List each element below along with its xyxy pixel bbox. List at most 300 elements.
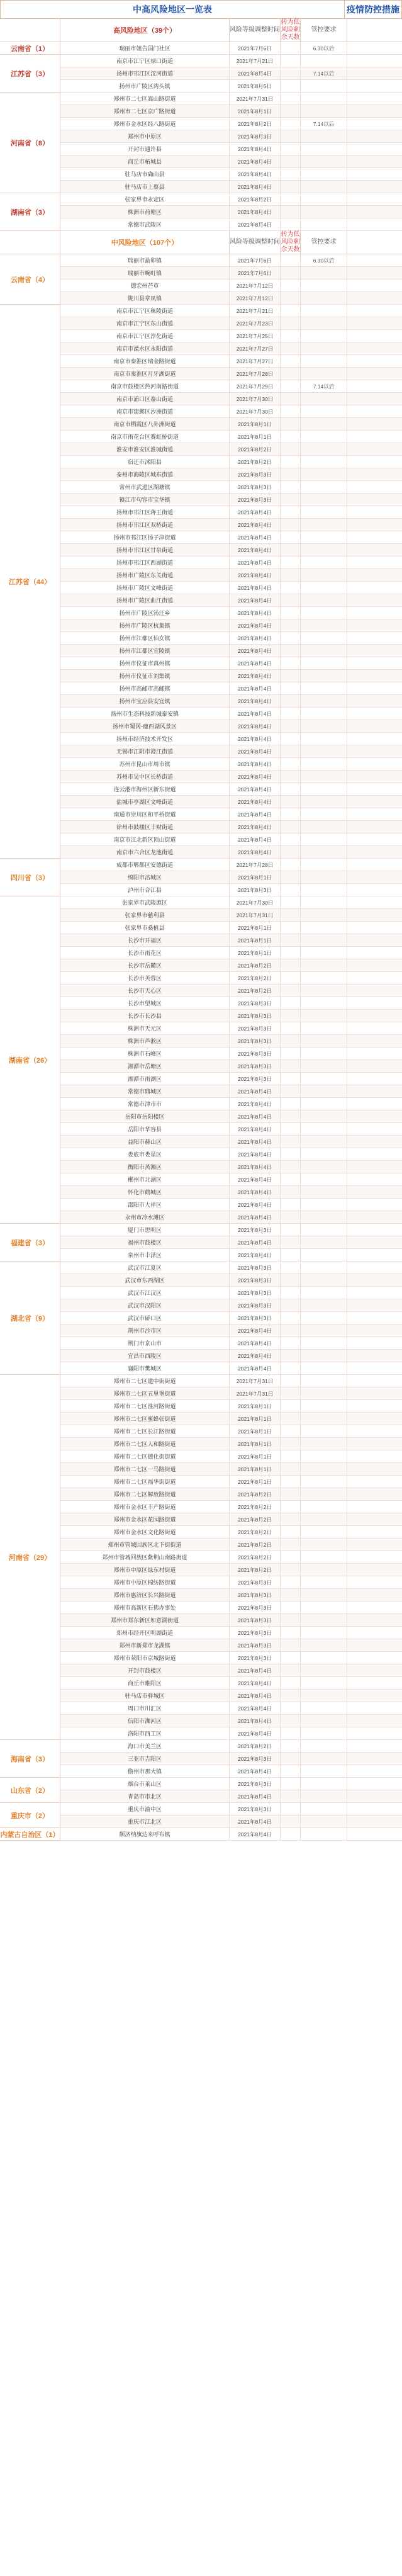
area-name: 烟台市莱山区 — [60, 1778, 230, 1790]
remaining-days — [281, 481, 301, 493]
adjust-date: 2021年8月3日 — [230, 1035, 281, 1047]
remaining-days — [281, 720, 301, 732]
area-name: 扬州市江都区宜陵镇 — [60, 645, 230, 657]
control-measures — [301, 1060, 347, 1072]
area-name: 张家界市永定区 — [60, 193, 230, 205]
area-name: 驻马店市驿城区 — [60, 1690, 230, 1702]
control-measures — [301, 206, 347, 218]
area-name: 武汉市江汉区 — [60, 1287, 230, 1299]
area-name: 徐州市鼓楼区丰财街道 — [60, 821, 230, 833]
area-name: 泉州市丰泽区 — [60, 1249, 230, 1261]
area-name: 郑州市二七区建中街街道 — [60, 1375, 230, 1387]
area-name: 南京市建邺区沙洲街道 — [60, 405, 230, 417]
control-measures — [301, 1463, 347, 1475]
remaining-days — [281, 1098, 301, 1110]
adjust-date: 2021年8月4日 — [230, 155, 281, 167]
area-name: 儋州市那大镇 — [60, 1765, 230, 1777]
adjust-date: 2021年8月3日 — [230, 468, 281, 480]
province-column — [0, 1375, 60, 1740]
adjust-date: 2021年8月4日 — [230, 708, 281, 720]
remaining-days — [281, 708, 301, 720]
area-rows — [60, 859, 402, 896]
control-measures — [301, 443, 347, 455]
province-name: 云南省（1） — [0, 42, 60, 55]
remaining-days — [281, 418, 301, 430]
control-measures — [301, 556, 347, 568]
adjust-date: 2021年8月1日 — [230, 431, 281, 443]
adjust-date: 2021年8月1日 — [230, 105, 281, 117]
control-measures — [301, 544, 347, 556]
area-rows — [60, 254, 402, 305]
table-row — [60, 808, 402, 821]
area-name: 海口市美兰区 — [60, 1740, 230, 1752]
table-row — [60, 1488, 402, 1501]
control-measures — [301, 871, 347, 883]
area-name: 成都市郫都区安德街道 — [60, 859, 230, 871]
control-measures — [301, 1375, 347, 1387]
adjust-date: 2021年7月23日 — [230, 317, 281, 329]
adjust-date: 2021年8月4日 — [230, 1325, 281, 1336]
remaining-days — [281, 607, 301, 619]
table-row — [60, 342, 402, 355]
province-name: 福建省（3） — [0, 1224, 60, 1262]
control-measures — [301, 1325, 347, 1336]
adjust-date: 2021年7月28日 — [230, 368, 281, 380]
table-row — [60, 833, 402, 846]
control-measures — [301, 909, 347, 921]
control-measures — [301, 342, 347, 354]
area-name: 郑州市金水区丰产路街道 — [60, 1501, 230, 1513]
table-row — [60, 934, 402, 947]
table-row — [60, 1325, 402, 1337]
table-row — [60, 181, 402, 193]
remaining-days — [281, 569, 301, 581]
province-group — [0, 254, 402, 305]
adjust-date: 2021年8月3日 — [230, 1602, 281, 1613]
remaining-days — [281, 1387, 301, 1399]
remaining-days — [281, 682, 301, 694]
province-group — [0, 1262, 402, 1375]
remaining-days — [281, 1262, 301, 1274]
adjust-date: 2021年8月4日 — [230, 1727, 281, 1739]
area-name: 周口市川汇区 — [60, 1702, 230, 1714]
adjust-date: 2021年8月4日 — [230, 1236, 281, 1248]
province-column — [0, 193, 60, 231]
area-name: 宿迁市沭阳县 — [60, 456, 230, 468]
control-measures — [301, 1816, 347, 1827]
table-row — [60, 1816, 402, 1828]
area-name: 连云港市海州区新东街道 — [60, 783, 230, 795]
province-column — [0, 859, 60, 896]
table-row — [60, 1740, 402, 1753]
control-measures — [301, 1828, 347, 1840]
area-name: 郑州市经开区明湖街道 — [60, 1627, 230, 1639]
table-row — [60, 695, 402, 708]
area-name: 郑州市管城回族区紫荆山南路街道 — [60, 1551, 230, 1563]
remaining-days — [281, 1186, 301, 1198]
control-measures — [301, 1186, 347, 1198]
table-row — [60, 619, 402, 632]
province-name: 江苏省（3） — [0, 55, 60, 93]
province-column — [0, 93, 60, 193]
control-measures: 7.14以后 — [301, 380, 347, 392]
province-name: 云南省（4） — [0, 254, 60, 305]
table-row — [60, 745, 402, 758]
province-group — [0, 1803, 402, 1828]
control-measures — [301, 519, 347, 531]
remaining-days — [281, 645, 301, 657]
control-measures — [301, 1664, 347, 1676]
adjust-date: 2021年8月2日 — [230, 1551, 281, 1563]
control-measures — [301, 1614, 347, 1626]
area-name: 商丘市睢阳区 — [60, 1677, 230, 1689]
province-column — [0, 305, 60, 859]
area-name: 无锡市江阴市澄江街道 — [60, 745, 230, 757]
adjust-date: 2021年8月3日 — [230, 1753, 281, 1765]
table-row — [60, 105, 402, 118]
remaining-days — [281, 821, 301, 833]
table-row — [60, 1627, 402, 1639]
table-row — [60, 494, 402, 506]
adjust-date: 2021年8月4日 — [230, 733, 281, 745]
area-name: 南京市雨花台区赛虹桥街道 — [60, 431, 230, 443]
remaining-days — [281, 1400, 301, 1412]
remaining-days — [281, 1022, 301, 1034]
control-measures — [301, 1387, 347, 1399]
remaining-days — [281, 1627, 301, 1639]
area-name: 常州市武进区湖塘镇 — [60, 481, 230, 493]
province-name: 河南省（8） — [0, 93, 60, 193]
remaining-days — [281, 582, 301, 594]
area-name: 郴州市北湖区 — [60, 1173, 230, 1185]
remaining-days — [281, 808, 301, 820]
control-measures — [301, 1173, 347, 1185]
area-name: 长沙市岳麓区 — [60, 959, 230, 971]
area-name: 三亚市吉阳区 — [60, 1753, 230, 1765]
table-row — [60, 1073, 402, 1085]
control-measures — [301, 582, 347, 594]
remaining-days — [281, 218, 301, 230]
area-rows — [60, 1803, 402, 1828]
control-measures — [301, 1790, 347, 1802]
control-measures — [301, 168, 347, 180]
adjust-date: 2021年8月4日 — [230, 1173, 281, 1185]
area-name: 长沙市雨花区 — [60, 947, 230, 959]
area-name: 武汉市硚口区 — [60, 1312, 230, 1324]
remaining-days — [281, 1526, 301, 1538]
area-name: 镇江市句容市宝华镇 — [60, 494, 230, 506]
area-name: 株洲市荷塘区 — [60, 206, 230, 218]
control-measures — [301, 292, 347, 304]
control-measures — [301, 1035, 347, 1047]
area-name: 益阳市赫山区 — [60, 1136, 230, 1148]
province-column — [0, 1803, 60, 1828]
area-name: 扬州市邗江区甘泉街道 — [60, 544, 230, 556]
table-row — [60, 267, 402, 280]
area-name: 德宏州芒市 — [60, 280, 230, 291]
adjust-date: 2021年8月4日 — [230, 1110, 281, 1122]
table-row — [60, 405, 402, 418]
remaining-days — [281, 846, 301, 858]
control-measures — [301, 143, 347, 155]
control-measures — [301, 1362, 347, 1374]
control-measures — [301, 1652, 347, 1664]
adjust-date: 2021年7月6日 — [230, 267, 281, 279]
area-name: 扬州市广陵区汤汪乡 — [60, 607, 230, 619]
province-column — [0, 55, 60, 93]
adjust-date: 2021年8月4日 — [230, 1715, 281, 1727]
control-measures — [301, 1274, 347, 1286]
high-risk-table — [0, 42, 402, 231]
area-name: 湘潭市雨湖区 — [60, 1073, 230, 1085]
adjust-date: 2021年8月1日 — [230, 922, 281, 934]
adjust-date: 2021年8月4日 — [230, 556, 281, 568]
adjust-date: 2021年8月2日 — [230, 1513, 281, 1525]
table-row — [60, 682, 402, 695]
adjust-date: 2021年8月4日 — [230, 1249, 281, 1261]
table-row — [60, 130, 402, 143]
adjust-date: 2021年8月4日 — [230, 1690, 281, 1702]
table-row — [60, 758, 402, 771]
adjust-date: 2021年8月4日 — [230, 594, 281, 606]
remaining-days — [281, 67, 301, 79]
area-name: 郑州市高新区石佛办事处 — [60, 1602, 230, 1613]
control-measures — [301, 1513, 347, 1525]
date-col-header: 风险等级调整时间 — [230, 231, 281, 254]
area-name: 郑州市荥阳市京城路街道 — [60, 1652, 230, 1664]
table-row — [60, 896, 402, 909]
control-measures — [301, 1287, 347, 1299]
table-row — [60, 1526, 402, 1539]
table-row — [60, 1262, 402, 1274]
remaining-days — [281, 1551, 301, 1563]
remaining-days — [281, 1513, 301, 1525]
adjust-date: 2021年8月4日 — [230, 582, 281, 594]
table-row — [60, 93, 402, 105]
remaining-days — [281, 1589, 301, 1601]
remaining-days — [281, 280, 301, 291]
adjust-date: 2021年8月2日 — [230, 1526, 281, 1538]
table-row — [60, 218, 402, 231]
remaining-days — [281, 1463, 301, 1475]
remaining-days — [281, 1778, 301, 1790]
remaining-days — [281, 1727, 301, 1739]
adjust-date: 2021年8月4日 — [230, 821, 281, 833]
province-group — [0, 305, 402, 859]
adjust-date: 2021年8月3日 — [230, 1022, 281, 1034]
table-row — [60, 468, 402, 481]
area-name: 扬州市宝应县安宜镇 — [60, 695, 230, 707]
control-measures — [301, 1299, 347, 1311]
area-name: 额济纳旗达来呼布镇 — [60, 1828, 230, 1840]
table-row — [60, 1022, 402, 1035]
remaining-days — [281, 368, 301, 380]
area-name: 瑞丽市姐告国门社区 — [60, 42, 230, 54]
province-group — [0, 55, 402, 93]
remaining-days — [281, 1073, 301, 1085]
adjust-date: 2021年8月3日 — [230, 1614, 281, 1626]
remaining-days — [281, 506, 301, 518]
adjust-date: 2021年8月4日 — [230, 1337, 281, 1349]
remaining-days — [281, 884, 301, 896]
control-measures — [301, 1765, 347, 1777]
area-name: 南京市鼓楼区热河南路街道 — [60, 380, 230, 392]
adjust-date: 2021年7月28日 — [230, 859, 281, 871]
table-row — [60, 1400, 402, 1413]
area-name: 衡阳市蒸湘区 — [60, 1161, 230, 1173]
table-row — [60, 355, 402, 368]
table-row — [60, 1085, 402, 1098]
area-name: 瑞丽市畹町镇 — [60, 267, 230, 279]
control-measures — [301, 1727, 347, 1739]
table-row — [60, 1803, 402, 1816]
area-name: 南京市江宁区东山街道 — [60, 317, 230, 329]
control-measures — [301, 1350, 347, 1362]
area-name: 青岛市市北区 — [60, 1790, 230, 1802]
control-measures — [301, 632, 347, 644]
high-risk-heading: 高风险地区（39个） — [60, 19, 230, 42]
adjust-date: 2021年8月4日 — [230, 808, 281, 820]
area-name: 扬州市仪征市真州镇 — [60, 657, 230, 669]
table-row — [60, 1098, 402, 1110]
control-measures — [301, 355, 347, 367]
control-measures — [301, 607, 347, 619]
table-row — [60, 330, 402, 342]
remaining-days — [281, 934, 301, 946]
area-name: 郑州市二七区淮河路街道 — [60, 1400, 230, 1412]
control-measures: 7.14以后 — [301, 118, 347, 130]
area-name: 郑州市金水区经八路街道 — [60, 118, 230, 130]
remaining-days — [281, 405, 301, 417]
table-row — [60, 708, 402, 720]
control-measures — [301, 1161, 347, 1173]
remaining-days — [281, 1488, 301, 1500]
adjust-date: 2021年8月1日 — [230, 1400, 281, 1412]
area-name: 常德市津市市 — [60, 1098, 230, 1110]
control-measures — [301, 105, 347, 117]
remaining-days — [281, 267, 301, 279]
adjust-date: 2021年8月4日 — [230, 1816, 281, 1827]
table-row — [60, 1123, 402, 1136]
remaining-days — [281, 997, 301, 1009]
control-measures: 6.30以后 — [301, 42, 347, 54]
remaining-days — [281, 1576, 301, 1588]
adjust-date: 2021年8月1日 — [230, 1425, 281, 1437]
remaining-days — [281, 1413, 301, 1425]
adjust-date: 2021年8月4日 — [230, 619, 281, 631]
control-measures — [301, 997, 347, 1009]
province-spacer — [0, 19, 60, 42]
remaining-days — [281, 1312, 301, 1324]
days-col-header: 转为低风险剩余天数 — [281, 19, 300, 41]
remaining-days — [281, 1060, 301, 1072]
table-row — [60, 1048, 402, 1060]
remaining-days — [281, 833, 301, 845]
measures-title: 疫情防控措施 — [345, 0, 402, 19]
remaining-days — [281, 632, 301, 644]
adjust-date: 2021年8月4日 — [230, 506, 281, 518]
remaining-days — [281, 922, 301, 934]
remaining-days — [281, 896, 301, 908]
area-name: 扬州市邗江区扬子津街道 — [60, 531, 230, 543]
adjust-date: 2021年8月4日 — [230, 1790, 281, 1802]
adjust-date: 2021年8月2日 — [230, 443, 281, 455]
area-name: 郑州市中原区绿东村街道 — [60, 1564, 230, 1576]
remaining-days — [281, 443, 301, 455]
adjust-date: 2021年8月4日 — [230, 695, 281, 707]
medium-risk-table — [0, 254, 402, 1841]
remaining-days — [281, 1715, 301, 1727]
table-row — [60, 733, 402, 745]
table-row — [60, 582, 402, 594]
table-row — [60, 1425, 402, 1438]
table-row — [60, 1463, 402, 1476]
remaining-days — [281, 972, 301, 984]
area-name: 南京市秦淮区月牙湖街道 — [60, 368, 230, 380]
area-name: 郑州市二七区长江路街道 — [60, 1425, 230, 1437]
control-measures — [301, 1576, 347, 1588]
area-name: 扬州市仪征市刘集镇 — [60, 670, 230, 682]
table-row — [60, 1778, 402, 1790]
area-name: 扬州市邗江区双桥街道 — [60, 519, 230, 531]
area-name: 扬州市经济技术开发区 — [60, 733, 230, 745]
remaining-days — [281, 1690, 301, 1702]
adjust-date: 2021年8月4日 — [230, 1136, 281, 1148]
table-row — [60, 632, 402, 645]
table-row — [60, 1564, 402, 1576]
table-row — [60, 1337, 402, 1350]
area-name: 张家界市武陵源区 — [60, 896, 230, 908]
adjust-date: 2021年8月2日 — [230, 456, 281, 468]
remaining-days — [281, 1362, 301, 1374]
area-name: 绵阳市涪城区 — [60, 871, 230, 883]
adjust-date: 2021年8月4日 — [230, 1098, 281, 1110]
remaining-days — [281, 494, 301, 506]
province-name: 重庆市（2） — [0, 1803, 60, 1828]
area-name: 襄阳市樊城区 — [60, 1362, 230, 1374]
remaining-days — [281, 1136, 301, 1148]
area-rows — [60, 1375, 402, 1740]
remaining-days — [281, 42, 301, 54]
remaining-days — [281, 1048, 301, 1059]
adjust-date: 2021年7月31日 — [230, 93, 281, 105]
remaining-days — [281, 1350, 301, 1362]
table-row — [60, 317, 402, 330]
remaining-days — [281, 745, 301, 757]
province-group — [0, 1224, 402, 1262]
area-name: 武汉市汉阳区 — [60, 1299, 230, 1311]
table-row — [60, 80, 402, 93]
table-row — [60, 380, 402, 393]
medium-risk-section-header — [0, 231, 402, 254]
area-name: 宜昌市西陵区 — [60, 1350, 230, 1362]
province-column — [0, 1740, 60, 1778]
remaining-days — [281, 456, 301, 468]
control-measures — [301, 1501, 347, 1513]
area-name: 郑州市金水区花园路街道 — [60, 1513, 230, 1525]
table-row — [60, 1186, 402, 1199]
adjust-date: 2021年8月2日 — [230, 1488, 281, 1500]
remaining-days — [281, 985, 301, 997]
remaining-days — [281, 657, 301, 669]
province-group — [0, 193, 402, 231]
remaining-days — [281, 1765, 301, 1777]
remaining-days — [281, 143, 301, 155]
table-row — [60, 519, 402, 531]
control-measures — [301, 1488, 347, 1500]
control-measures — [301, 1413, 347, 1425]
area-rows — [60, 1778, 402, 1803]
